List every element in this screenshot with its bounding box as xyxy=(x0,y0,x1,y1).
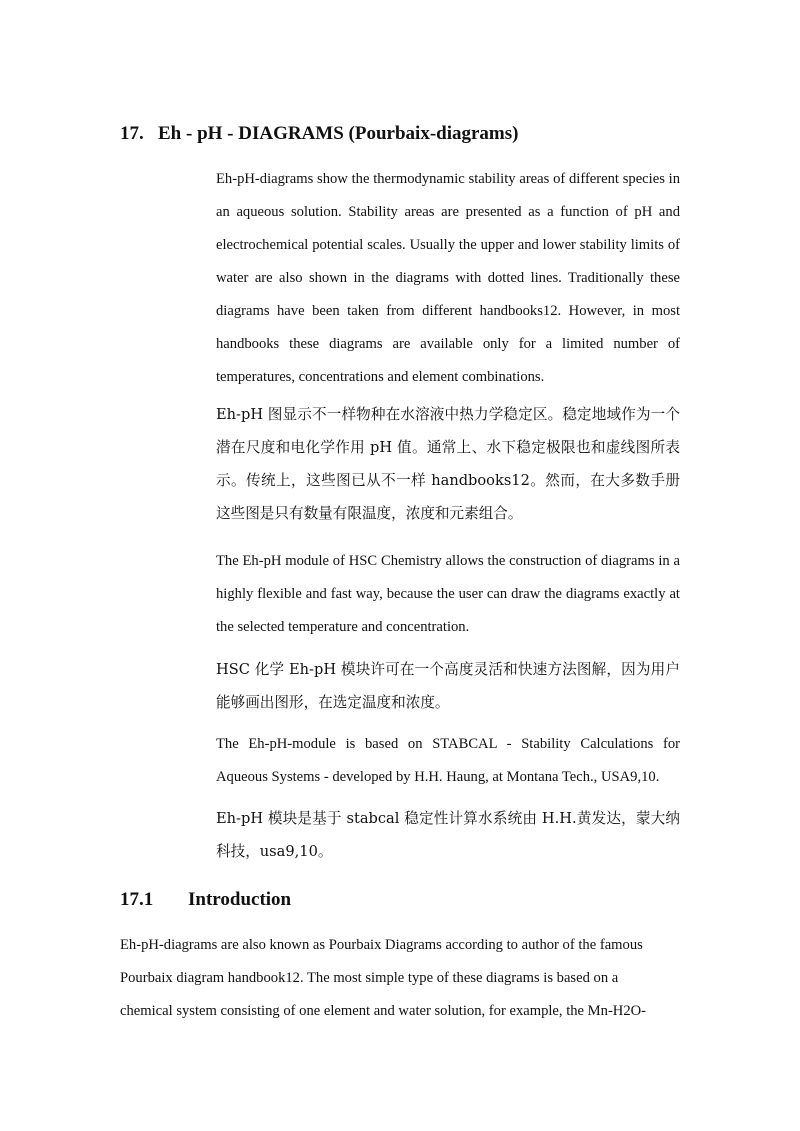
paragraph-1-block xyxy=(216,163,680,394)
paragraph-2-chinese: Eh-pH 图显示不一样物种在水溶液中热力学稳定区。稳定地域作为一个潜在尺度和电化学作用 pH 值。通常上、水下稳定极限也和虚线图所表示。传统上，这些图已从不一样 handbooks12。然而，在大多数手册这些图是只有数量有限温度，浓度和元素组合。 xyxy=(216,406,680,522)
paragraph-1: Eh-pH-diagrams show the thermodynamic stability areas of different species in an aqueous solution. Stability areas are presented as a function of pH and electrochemical potential scales. Usually the upper and lower stability limits of water are also shown in the diagrams with dotted lines. Traditionally these diagrams have been taken from different handbooks12. However, in most handbooks these diagrams are available only for a limited number of temperatures, concentrations and element combinations. xyxy=(216,171,680,385)
paragraph-5-block xyxy=(216,728,680,794)
section-title: Eh - pH - DIAGRAMS (Pourbaix-diagrams) xyxy=(158,123,519,144)
paragraph-6-block xyxy=(216,802,680,868)
subsection-title: Introduction xyxy=(188,889,292,910)
paragraph-4-block xyxy=(216,653,680,719)
introduction-paragraph xyxy=(120,929,680,1028)
paragraph-3-block xyxy=(216,545,680,644)
section-heading xyxy=(120,121,518,147)
subsection-heading xyxy=(120,887,291,913)
paragraph-4-chinese: HSC 化学 Eh-pH 模块许可在一个高度灵活和快速方法图解，因为用户能够画出图形，在选定温度和浓度。 xyxy=(216,661,680,711)
paragraph-5: The Eh-pH-module is based on STABCAL - Stability Calculations for Aqueous Systems - developed by H.H. Haung, at Montana Tech., USA9,10. xyxy=(216,736,680,785)
intro-line: Pourbaix diagram handbook12. The most simple type of these diagrams is based on a xyxy=(120,970,619,986)
intro-line: chemical system consisting of one element and water solution, for example, the Mn-H2O- xyxy=(120,1003,647,1019)
paragraph-6-chinese: Eh-pH 模块是基于 stabcal 稳定性计算水系统由 H.H.黄发达，蒙大纳科技，usa9,10。 xyxy=(216,810,680,860)
section-number: 17. xyxy=(120,123,144,144)
intro-line: Eh-pH-diagrams are also known as Pourbaix Diagrams according to author of the famous xyxy=(120,937,643,953)
paragraph-3: The Eh-pH module of HSC Chemistry allows the construction of diagrams in a highly flexible and fast way, because the user can draw the diagrams exactly at the selected temperature and concentration. xyxy=(216,553,680,635)
paragraph-2-block xyxy=(216,398,680,530)
subsection-number: 17.1 xyxy=(120,889,154,910)
